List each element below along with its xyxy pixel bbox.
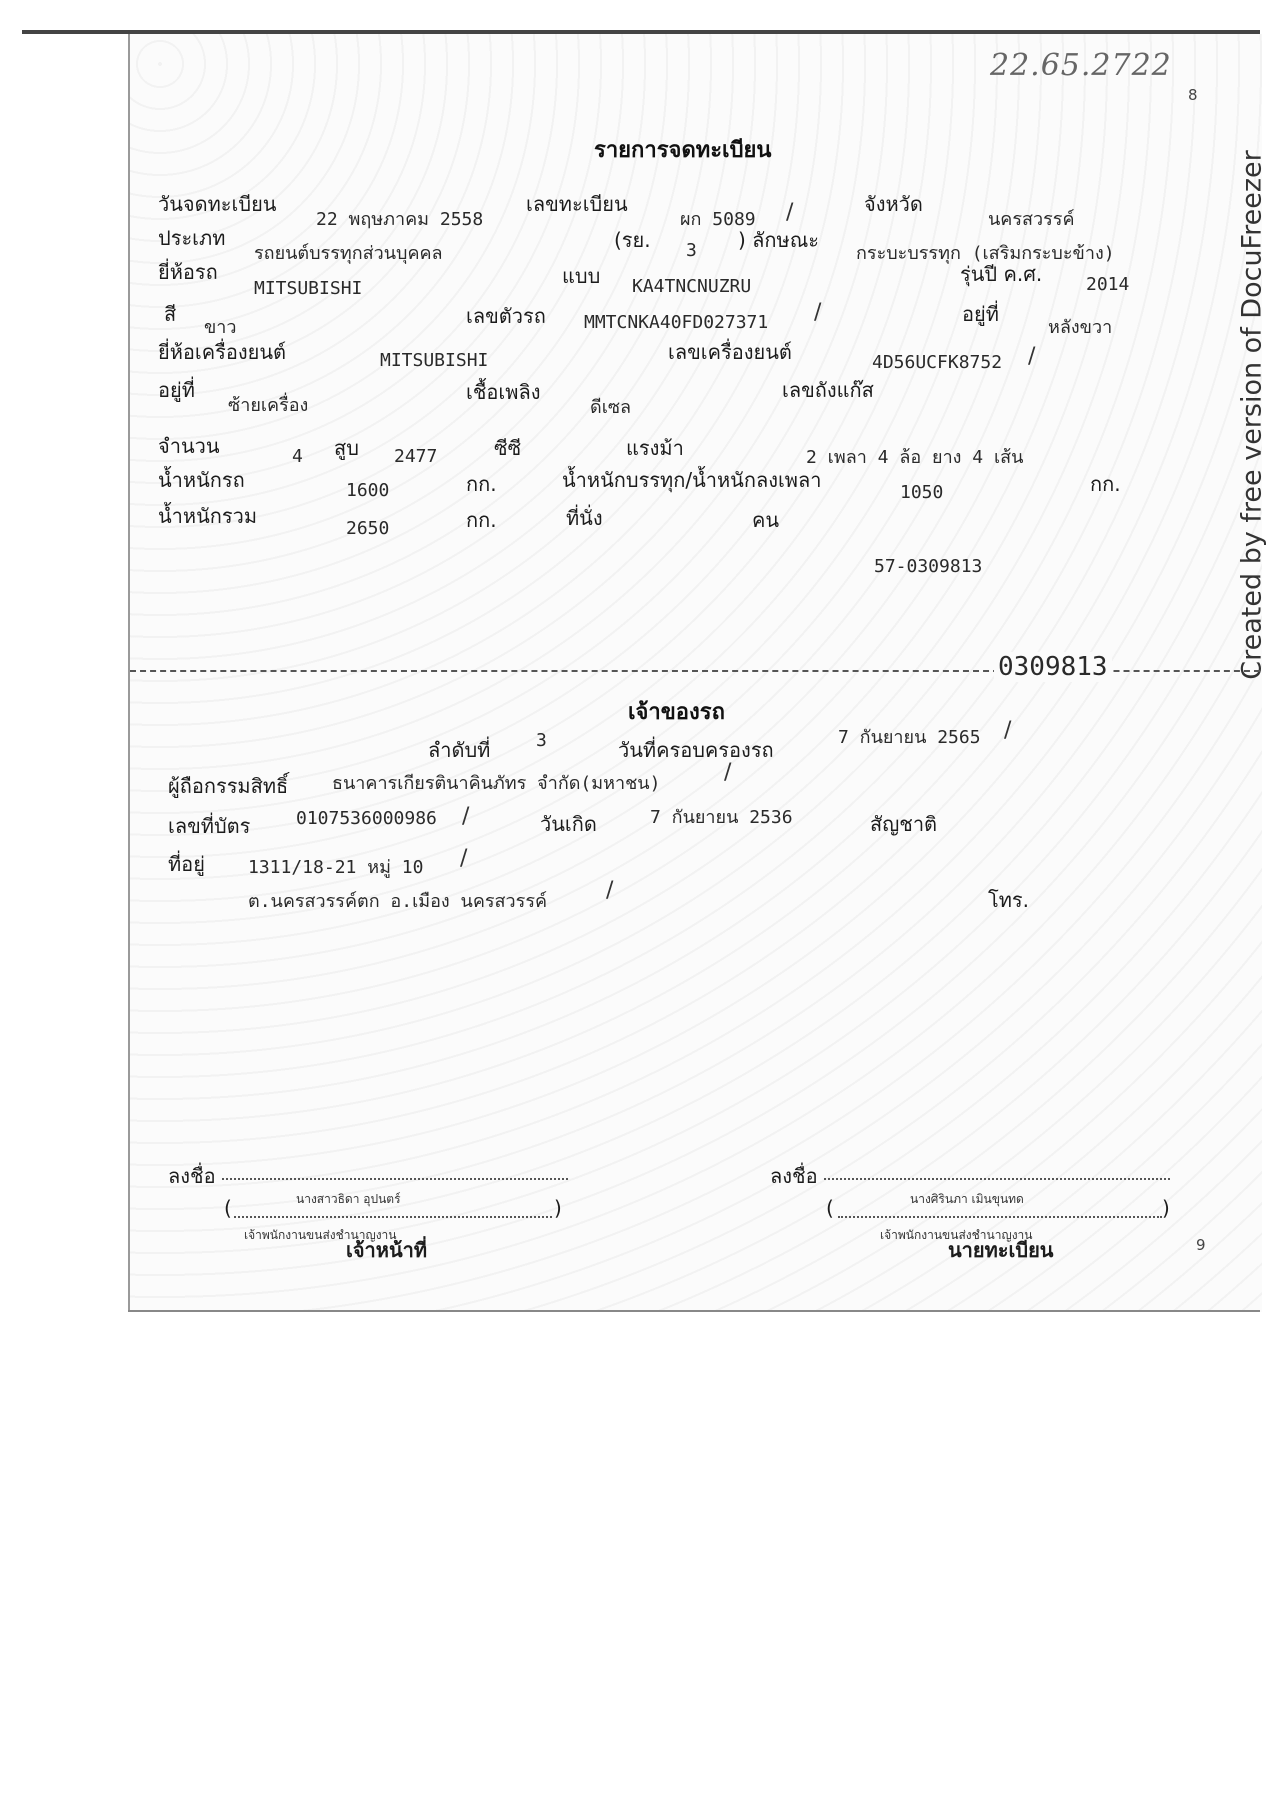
- feature-value: กระบะบรรทุก (เสริมกระบะข้าง): [856, 243, 1115, 264]
- bottom-border-line: [128, 1310, 1260, 1312]
- holder-value: ธนาคารเกียรตินาคินภัทร จำกัด(มหาชน): [332, 773, 661, 794]
- type-value: รถยนต์บรรทุกส่วนบุคคล: [254, 243, 443, 264]
- check-mark: /: [786, 200, 794, 225]
- registration-title: รายการจดทะเบียน: [594, 138, 772, 163]
- id-card-value: 0107536000986: [296, 808, 437, 829]
- province-label: จังหวัด: [864, 192, 923, 216]
- chassis-location-value: หลังขวา: [1048, 317, 1113, 338]
- seat-unit: คน: [752, 508, 780, 532]
- horsepower-label: แรงม้า: [626, 436, 684, 460]
- engine-no-label: เลขเครื่องยนต์: [668, 340, 792, 364]
- engine-brand-value: MITSUBISHI: [380, 350, 489, 371]
- year-label: รุ่นปี ค.ศ.: [960, 262, 1043, 286]
- weight-value: 1600: [346, 480, 390, 501]
- signature-label-right: ลงชื่อ: [770, 1164, 818, 1188]
- page-number-top: 8: [1188, 86, 1198, 104]
- paren-close-right: ): [1162, 1196, 1170, 1220]
- address-line-2: ต.นครสวรรค์ตก อ.เมือง นครสวรรค์: [248, 891, 548, 912]
- possession-date-label: วันที่ครอบครองรถ: [618, 738, 774, 762]
- reg-no-value: ผก 5089: [680, 209, 756, 230]
- weight-label: น้ำหนักรถ: [158, 468, 245, 492]
- name-line-left: [234, 1216, 552, 1218]
- nationality-label: สัญชาติ: [870, 812, 938, 836]
- chassis-value: MMTCNKA40FD027371: [584, 312, 769, 333]
- kg-unit: กก.: [466, 472, 497, 496]
- feature-label: ) ลักษณะ: [738, 228, 820, 252]
- model-value: KA4TNCNUZRU: [632, 276, 752, 297]
- total-weight-label: น้ำหนักรวม: [158, 504, 258, 528]
- brand-value: MITSUBISHI: [254, 278, 363, 299]
- color-value: ขาว: [204, 317, 237, 338]
- fuel-label: เชื้อเพลิง: [466, 380, 541, 404]
- birth-date-label: วันเกิด: [540, 812, 597, 836]
- possession-date-value: 7 กันยายน 2565: [838, 727, 981, 748]
- engine-brand-label: ยี่ห้อเครื่องยนต์: [158, 340, 287, 364]
- cylinder-label: สูบ: [334, 436, 359, 460]
- cc-label: ซีซี: [494, 436, 522, 460]
- owner-title: เจ้าของรถ: [628, 700, 725, 725]
- address-label: ที่อยู่: [168, 852, 205, 876]
- signature-label-left: ลงชื่อ: [168, 1164, 216, 1188]
- registrar-name: นางศิรินภา เมินขุนทด: [910, 1192, 1024, 1206]
- holder-label: ผู้ถือกรรมสิทธิ์: [168, 774, 289, 798]
- engine-no-value: 4D56UCFK8752: [872, 352, 1003, 373]
- check-mark: /: [814, 300, 822, 325]
- officer-role-small: เจ้าพนักงานขนส่งชำนาญงาน: [244, 1228, 397, 1242]
- load-value: 1050: [900, 482, 944, 503]
- check-mark: /: [1004, 718, 1012, 743]
- document-code: 57-0309813: [874, 556, 983, 577]
- officer-name: นางสาวธิดา อุปนตร์: [296, 1192, 401, 1206]
- year-value: 2014: [1086, 274, 1130, 295]
- reg-date-value: 22 พฤษภาคม 2558: [316, 209, 484, 230]
- engine-location-value: ซ้ายเครื่อง: [228, 395, 309, 416]
- rs-value: 3: [686, 240, 697, 261]
- signature-line-left: [222, 1178, 568, 1180]
- address-line-1: 1311/18-21 หมู่ 10: [248, 857, 424, 878]
- docufreezer-watermark: Created by free version of DocuFreezer: [1236, 150, 1268, 680]
- kg-unit: กก.: [466, 508, 497, 532]
- count-label: จำนวน: [158, 434, 220, 458]
- registrar-role-small: เจ้าพนักงานขนส่งชำนาญงาน: [880, 1228, 1033, 1242]
- gas-tank-label: เลขถังแก๊ส: [782, 378, 874, 402]
- paren-open-left: (: [224, 1196, 232, 1220]
- color-label: สี: [164, 302, 177, 326]
- rs-label: (รย.: [614, 228, 651, 252]
- kg-unit: กก.: [1090, 472, 1121, 496]
- check-mark: /: [462, 804, 470, 829]
- check-mark: /: [460, 846, 468, 871]
- model-label: แบบ: [562, 264, 601, 288]
- perforation-number: 0309813: [994, 652, 1112, 682]
- handwritten-reference: 22.65.2722: [990, 48, 1172, 83]
- count-value: 4: [292, 446, 303, 467]
- province-value: นครสวรรค์: [988, 209, 1075, 230]
- check-mark: /: [1028, 344, 1036, 369]
- check-mark: /: [724, 760, 732, 785]
- name-line-right: [838, 1216, 1162, 1218]
- fuel-value: ดีเซล: [590, 397, 632, 418]
- order-label: ลำดับที่: [428, 738, 491, 762]
- type-label: ประเภท: [158, 226, 226, 250]
- reg-date-label: วันจดทะเบียน: [158, 192, 277, 216]
- chassis-label: เลขตัวรถ: [466, 304, 546, 328]
- total-weight-value: 2650: [346, 518, 390, 539]
- reg-no-label: เลขทะเบียน: [526, 192, 628, 216]
- cylinder-value: 2477: [394, 446, 438, 467]
- load-label: น้ำหนักบรรทุก/น้ำหนักลงเพลา: [562, 468, 822, 492]
- phone-label: โทร.: [988, 888, 1030, 912]
- registrar-role: นายทะเบียน: [948, 1238, 1054, 1262]
- birth-date-value: 7 กันยายน 2536: [650, 807, 793, 828]
- signature-line-right: [824, 1178, 1170, 1180]
- paren-open-right: (: [826, 1196, 834, 1220]
- officer-role: เจ้าหน้าที่: [346, 1238, 428, 1262]
- engine-location-label: อยู่ที่: [158, 378, 195, 402]
- axle-text: 2 เพลา 4 ล้อ ยาง 4 เส้น: [806, 447, 1024, 468]
- check-mark: /: [606, 878, 614, 903]
- page-number-bottom: 9: [1196, 1236, 1206, 1254]
- seat-label: ที่นั่ง: [566, 506, 603, 530]
- order-value: 3: [536, 730, 547, 751]
- id-card-label: เลขที่บัตร: [168, 814, 251, 838]
- chassis-location-label: อยู่ที่: [962, 302, 999, 326]
- brand-label: ยี่ห้อรถ: [158, 260, 218, 284]
- paren-close-left: ): [554, 1196, 562, 1220]
